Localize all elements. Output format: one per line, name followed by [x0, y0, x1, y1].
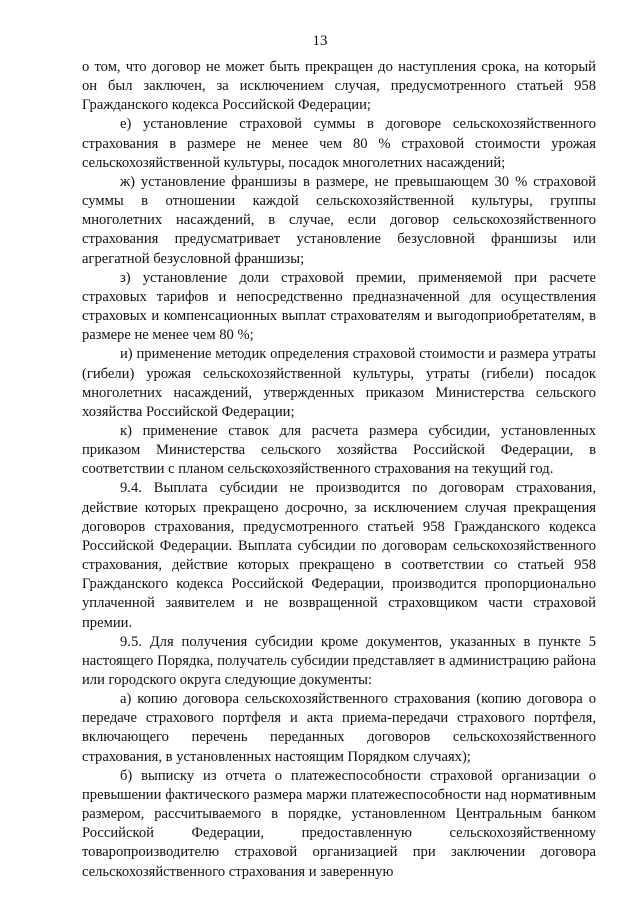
paragraph-continuation: о том, что договор не может быть прекращен до наступления срока, на который он был заключен, за исключением случая, предусмотренного статьей 958 Гражданского кодекса Российской Федерации; — [82, 59, 596, 114]
paragraph-item-z: з) установление доли страховой премии, применяемой при расчете страховых тарифов и непосредственно предназначенной для осуществления страховых и компенсационных выплат страхователям и выгодоприобретателям, в размере не менее чем 80 %; — [82, 269, 596, 344]
paragraph-section-9-5: 9.5. Для получения субсидии кроме документов, указанных в пункте 5 настоящего Порядка, получатель субсидии представляет в администрацию района или городского округа следующие документы: — [82, 633, 596, 688]
paragraph-item-e: е) установление страховой суммы в договоре сельскохозяйственного страхования в размере не менее чем 80 % страховой стоимости урожая сельскохозяйственной культуры, посадок многолетних насаждений; — [82, 116, 596, 171]
document-body — [82, 58, 596, 882]
paragraph-item-i: и) применение методик определения страховой стоимости и размера утраты (гибели) урожая сельскохозяйственной культуры, утраты (гибели) посадок многолетних насаждений, утвержденных приказом Министерства сельского хозяйства Российской Федерации; — [82, 346, 596, 420]
paragraph-item-k: к) применение ставок для расчета размера субсидии, установленных приказом Министерства сельского хозяйства Российской Федерации, в соответствии с планом сельскохозяйственного страхования на текущий год. — [82, 422, 596, 478]
paragraph-section-9-4: 9.4. Выплата субсидии не производится по договорам страхования, действие которых прекращено досрочно, за исключением случая прекращения договоров страхования, предусмотренного статьей 958 Гражданского кодекса Российской Федерации. Выплата субсидии по договорам сельскохозяйственного страхования, действие которых прекращено в соответствии со статьей 958 Гражданского кодекса Российской Федерации, производится пропорционально уплаченной заявителем и не возвращенной страховщиком части страховой премии. — [82, 480, 596, 631]
paragraph-item-a: а) копию договора сельскохозяйственного страхования (копию договора о передаче страхового портфеля и акта приема-передачи страхового портфеля, включающего перечень переданных договоров сельскохозяйственного страхования, в установленных настоящим Порядком случаях); — [82, 691, 596, 765]
paragraph-item-b: б) выписку из отчета о платежеспособности страховой организации о превышении фактического размера маржи платежеспособности над нормативным размером, рассчитываемого в порядке, установленном Центральным банком Российской Федерации, предоставленную сельскохозяйственному товаропроизводителю страховой организацией при заключении договора сельскохозяйственного страхования и заверенную — [82, 767, 596, 880]
paragraph-item-zh: ж) установление франшизы в размере, не превышающем 30 % страховой суммы в отношении каждой сельскохозяйственной культуры, группы многолетних насаждений, в случае, если договор сельскохозяйственного страхования предусматривает установление безусловной франшизы или агрегатной безусловной франшизы; — [82, 173, 596, 267]
page-number: 13 — [312, 33, 328, 49]
